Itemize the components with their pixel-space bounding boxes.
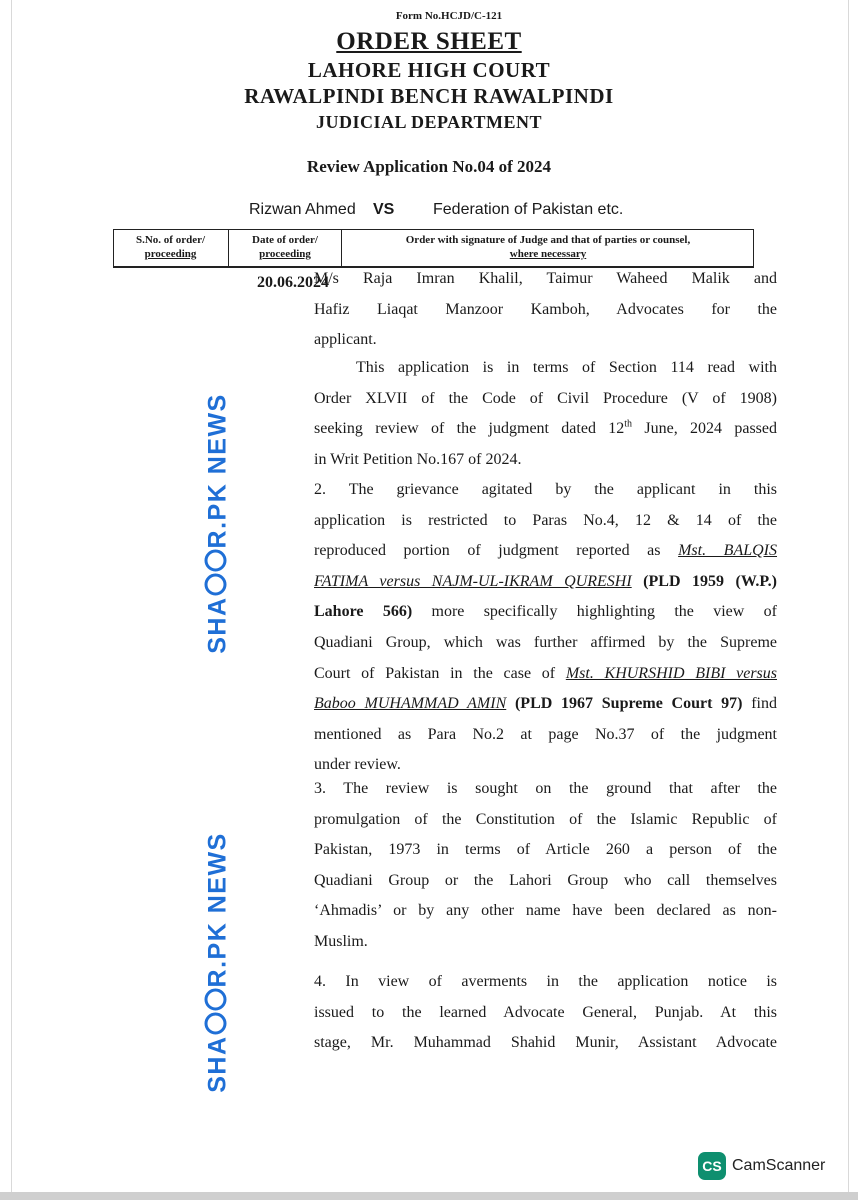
table-top-rule xyxy=(113,229,754,230)
paragraph-4 xyxy=(314,967,777,1059)
text-line: 3. The review is sought on the ground that after the xyxy=(314,780,777,797)
text-line: 4. In view of averments in the application notice is xyxy=(314,973,777,990)
text-line: Lahore 566) more specifically highlighting the view of xyxy=(314,603,777,621)
text-line: Court of Pakistan in the case of Mst. KHURSHID BIBI versus xyxy=(314,664,778,682)
text-line: ‘Ahmadis’ or by any other name have been declared as non- xyxy=(314,902,777,920)
watermark-ring-icon xyxy=(205,988,227,1010)
court-name: LAHORE HIGH COURT xyxy=(307,58,551,82)
camscanner-label: CamScanner xyxy=(732,1157,826,1174)
text-line: promulgation of the Constitution of the Islamic Republic of xyxy=(314,810,777,828)
text-line: Order XLVII of the Code of Civil Procedure (V of 1908) xyxy=(314,389,777,407)
watermark-ring-icon xyxy=(205,549,227,571)
text-line: under review. xyxy=(314,756,401,774)
text-line: Quadiani Group or the Lahori Group who call themselves xyxy=(314,871,777,889)
petitioner-name: Rizwan Ahmed xyxy=(249,201,356,218)
watermark-shaoor-news: SHAR.PK NEWS xyxy=(203,832,232,1093)
text-line: in Writ Petition No.167 of 2024. xyxy=(314,450,522,468)
column-header-sno: S.No. of order/ proceeding xyxy=(135,234,206,260)
text-line: This application is in terms of Section 114 read with xyxy=(356,359,777,376)
watermark-ring-icon xyxy=(205,573,227,595)
camscanner-badge xyxy=(698,1152,825,1180)
case-citation: Mst. KHURSHID BIBI versus xyxy=(565,664,778,682)
page-edge-right xyxy=(848,0,849,1192)
respondent-name: Federation of Pakistan etc. xyxy=(433,201,624,218)
column-header-order: Order with signature of Judge and that of parties or counsel, where necessary xyxy=(405,234,691,260)
text-line: M/s Raja Imran Khalil, Taimur Waheed Malik and xyxy=(314,270,777,287)
department-name: JUDICIAL DEPARTMENT xyxy=(315,112,543,132)
text-line: reproduced portion of judgment reported as Mst. BALQIS xyxy=(314,542,778,560)
paragraph-2 xyxy=(314,475,777,781)
text-line: issued to the learned Advocate General, Punjab. At this xyxy=(314,1003,777,1021)
text-line: application is restricted to Paras No.4, 12 & 14 of the xyxy=(314,511,777,529)
order-date: 20.06.2024 xyxy=(257,274,329,291)
case-title: Review Application No.04 of 2024 xyxy=(306,157,552,176)
text-line: 2. The grievance agitated by the applicant in this xyxy=(314,481,777,498)
camscanner-logo-icon: CS xyxy=(698,1152,726,1180)
page-edge-left xyxy=(11,0,12,1192)
text-line: stage, Mr. Muhammad Shahid Munir, Assistant Advocate xyxy=(314,1034,777,1052)
text-line: Quadiani Group, which was further affirmed by the Supreme xyxy=(314,633,777,651)
text-line: Hafiz Liaqat Manzoor Kamboh, Advocates for the xyxy=(314,300,777,318)
text-line: seeking review of the judgment dated 12th June, 2024 passed xyxy=(314,418,778,438)
paragraph-3 xyxy=(314,774,777,958)
document-title: ORDER SHEET xyxy=(336,28,522,55)
column-header-date: Date of order/ proceeding xyxy=(252,234,318,260)
case-citation: Baboo MUHAMMAD AMIN xyxy=(314,695,507,713)
bench-name: RAWALPINDI BENCH RAWALPINDI xyxy=(244,84,614,108)
paragraph-1 xyxy=(314,353,777,475)
watermark-ring-icon xyxy=(205,1012,227,1034)
text-line: Muslim. xyxy=(314,932,368,950)
watermark-shaoor-news: SHAR.PK NEWS xyxy=(203,393,232,654)
versus-label: VS xyxy=(373,201,395,218)
text-line: Baboo MUHAMMAD AMIN (PLD 1967 Supreme Court 97) find xyxy=(314,695,778,713)
case-citation: FATIMA versus NAJM-UL-IKRAM QURESHI xyxy=(314,572,632,590)
text-line: Pakistan, 1973 in terms of Article 260 a person of the xyxy=(314,841,777,859)
text-line: applicant. xyxy=(314,331,377,349)
page-edge-bottom xyxy=(0,1192,858,1200)
counsel-appearance xyxy=(314,264,777,356)
case-citation: Mst. BALQIS xyxy=(678,542,778,560)
text-line: mentioned as Para No.2 at page No.37 of the judgment xyxy=(314,725,777,743)
text-line: FATIMA versus NAJM-UL-IKRAM QURESHI (PLD 1959 (W.P.) xyxy=(314,572,777,590)
form-number: Form No.HCJD/C-121 xyxy=(395,10,503,22)
